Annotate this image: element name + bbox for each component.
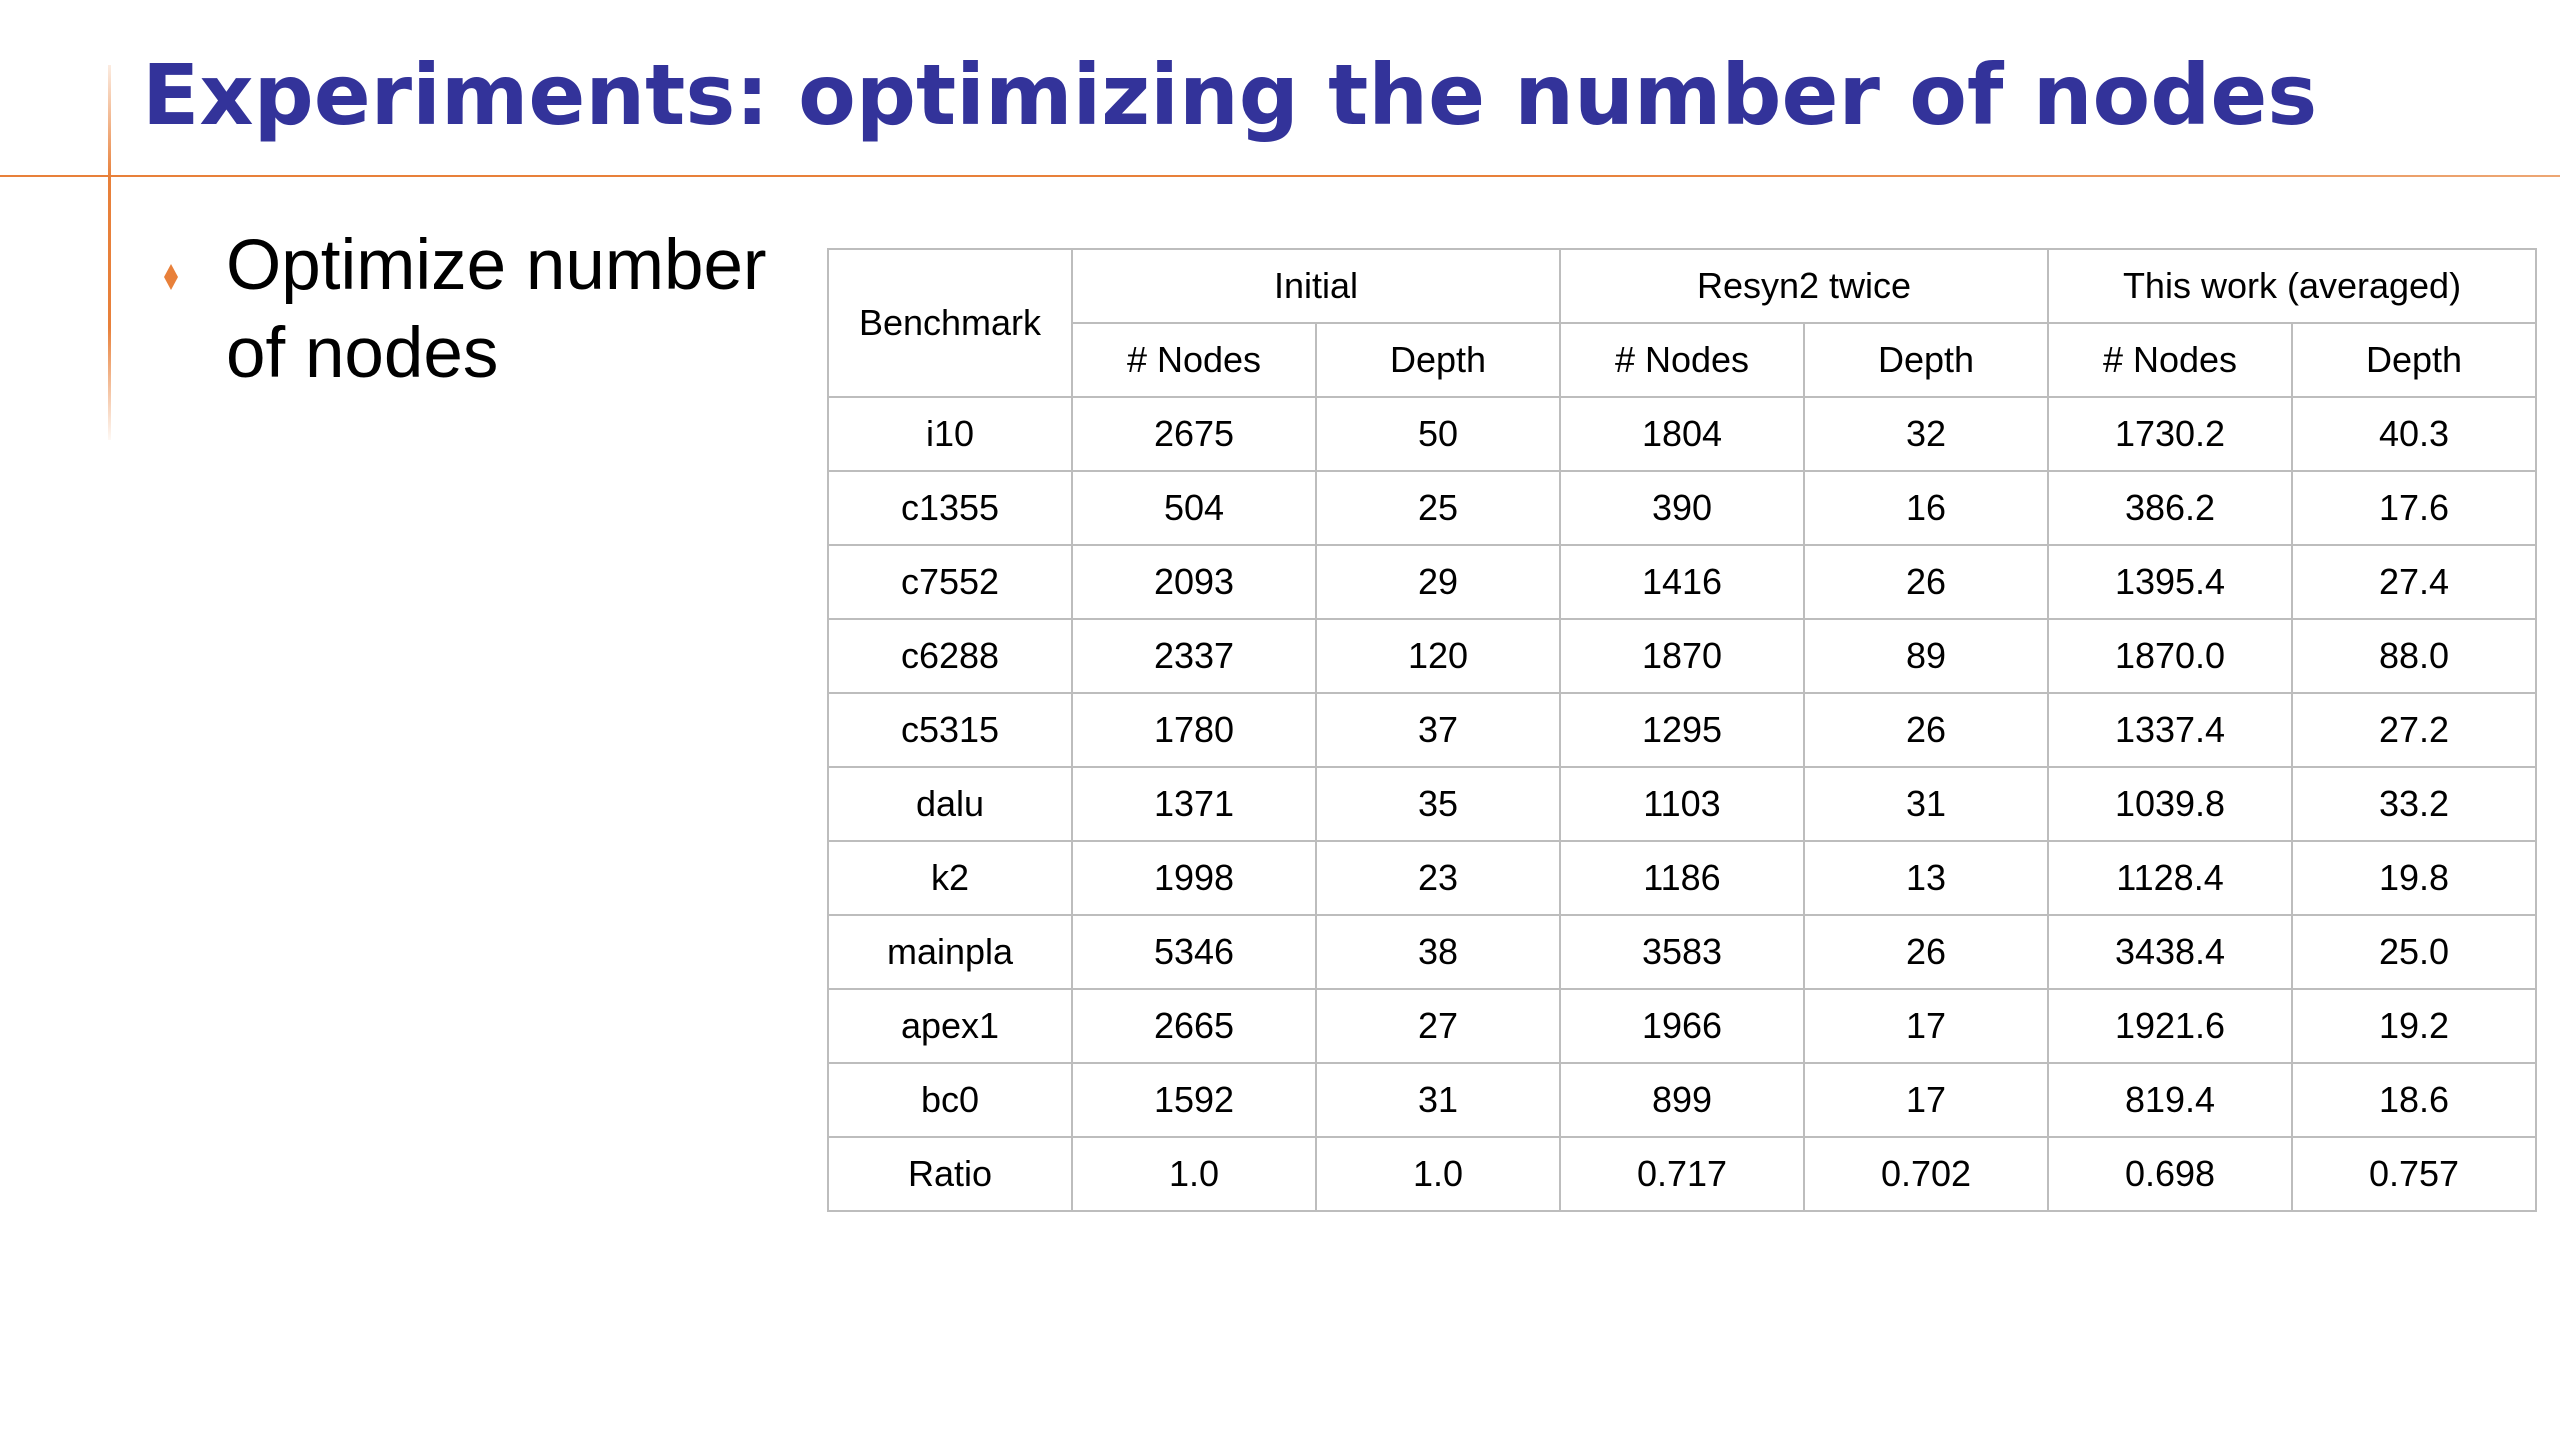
table-cell: 26	[1804, 545, 2048, 619]
table-cell: 5346	[1072, 915, 1316, 989]
table-cell: 0.757	[2292, 1137, 2536, 1211]
subheader-cell: Depth	[1804, 323, 2048, 397]
benchmark-header: Benchmark	[828, 249, 1072, 397]
table-cell: 2093	[1072, 545, 1316, 619]
group-header-resyn2: Resyn2 twice	[1560, 249, 2048, 323]
bullet-text: Optimize number of nodes	[226, 226, 767, 393]
accent-vertical-line	[108, 65, 111, 440]
table-cell: 504	[1072, 471, 1316, 545]
table-cell: 89	[1804, 619, 2048, 693]
table-cell: 1921.6	[2048, 989, 2292, 1063]
table-cell: 1337.4	[2048, 693, 2292, 767]
table-cell: 27.2	[2292, 693, 2536, 767]
table-row	[828, 471, 2536, 545]
subheader-cell: # Nodes	[1072, 323, 1316, 397]
table-subheader-row	[828, 323, 2536, 397]
table-cell: 31	[1316, 1063, 1560, 1137]
table-cell: 40.3	[2292, 397, 2536, 471]
table-cell: 27	[1316, 989, 1560, 1063]
table-cell: 17	[1804, 1063, 2048, 1137]
table-cell: 27.4	[2292, 545, 2536, 619]
table-cell: 18.6	[2292, 1063, 2536, 1137]
table-cell: 0.698	[2048, 1137, 2292, 1211]
benchmark-name-cell: apex1	[828, 989, 1072, 1063]
group-header-initial: Initial	[1072, 249, 1560, 323]
diamond-bullet-icon	[164, 264, 178, 290]
table-cell: 1870	[1560, 619, 1804, 693]
table-row	[828, 619, 2536, 693]
table-row	[828, 1137, 2536, 1211]
table-cell: 1870.0	[2048, 619, 2292, 693]
slide-title: Experiments: optimizing the number of nodes	[142, 46, 2318, 144]
table-cell: 26	[1804, 693, 2048, 767]
subheader-cell: # Nodes	[2048, 323, 2292, 397]
benchmark-name-cell: i10	[828, 397, 1072, 471]
table-cell: 38	[1316, 915, 1560, 989]
table-row	[828, 397, 2536, 471]
table-row	[828, 693, 2536, 767]
table-cell: 1039.8	[2048, 767, 2292, 841]
table-row	[828, 915, 2536, 989]
table-cell: 13	[1804, 841, 2048, 915]
table-row	[828, 841, 2536, 915]
table-cell: 1416	[1560, 545, 1804, 619]
group-header-this-work: This work (averaged)	[2048, 249, 2536, 323]
table-cell: 1966	[1560, 989, 1804, 1063]
benchmark-name-cell: k2	[828, 841, 1072, 915]
table-cell: 88.0	[2292, 619, 2536, 693]
table-cell: 1395.4	[2048, 545, 2292, 619]
table-cell: 0.717	[1560, 1137, 1804, 1211]
table-row	[828, 545, 2536, 619]
table-cell: 25.0	[2292, 915, 2536, 989]
table-cell: 1128.4	[2048, 841, 2292, 915]
table-cell: 16	[1804, 471, 2048, 545]
benchmark-name-cell: c7552	[828, 545, 1072, 619]
benchmark-name-cell: c5315	[828, 693, 1072, 767]
table-cell: 31	[1804, 767, 2048, 841]
table-cell: 23	[1316, 841, 1560, 915]
table-cell: 2665	[1072, 989, 1316, 1063]
benchmark-name-cell: dalu	[828, 767, 1072, 841]
table-cell: 1998	[1072, 841, 1316, 915]
table-cell: 120	[1316, 619, 1560, 693]
table-cell: 50	[1316, 397, 1560, 471]
table-cell: 1804	[1560, 397, 1804, 471]
benchmark-name-cell: Ratio	[828, 1137, 1072, 1211]
table-cell: 1186	[1560, 841, 1804, 915]
table-cell: 29	[1316, 545, 1560, 619]
table-cell: 1592	[1072, 1063, 1316, 1137]
table-row	[828, 989, 2536, 1063]
table-cell: 19.2	[2292, 989, 2536, 1063]
benchmark-name-cell: c1355	[828, 471, 1072, 545]
table-cell: 1371	[1072, 767, 1316, 841]
table-cell: 33.2	[2292, 767, 2536, 841]
benchmark-name-cell: c6288	[828, 619, 1072, 693]
subheader-cell: # Nodes	[1560, 323, 1804, 397]
benchmark-name-cell: mainpla	[828, 915, 1072, 989]
table-cell: 1103	[1560, 767, 1804, 841]
table-header-row	[828, 249, 2536, 323]
table-cell: 19.8	[2292, 841, 2536, 915]
table-cell: 37	[1316, 693, 1560, 767]
table-cell: 1295	[1560, 693, 1804, 767]
table-cell: 2337	[1072, 619, 1316, 693]
table-cell: 3583	[1560, 915, 1804, 989]
table-cell: 1780	[1072, 693, 1316, 767]
table-cell: 390	[1560, 471, 1804, 545]
table-cell: 1.0	[1316, 1137, 1560, 1211]
table-row	[828, 1063, 2536, 1137]
table-cell: 32	[1804, 397, 2048, 471]
table-cell: 35	[1316, 767, 1560, 841]
subheader-cell: Depth	[2292, 323, 2536, 397]
table-cell: 1730.2	[2048, 397, 2292, 471]
table-cell: 899	[1560, 1063, 1804, 1137]
table-cell: 17.6	[2292, 471, 2536, 545]
table-cell: 2675	[1072, 397, 1316, 471]
table-cell: 386.2	[2048, 471, 2292, 545]
table-cell: 819.4	[2048, 1063, 2292, 1137]
table-cell: 0.702	[1804, 1137, 2048, 1211]
table-cell: 25	[1316, 471, 1560, 545]
title-underline	[0, 175, 2560, 177]
subheader-cell: Depth	[1316, 323, 1560, 397]
benchmark-name-cell: bc0	[828, 1063, 1072, 1137]
table-row	[828, 767, 2536, 841]
table-cell: 1.0	[1072, 1137, 1316, 1211]
table-cell: 26	[1804, 915, 2048, 989]
table-cell: 17	[1804, 989, 2048, 1063]
table-cell: 3438.4	[2048, 915, 2292, 989]
results-table	[827, 248, 2537, 1212]
table-body	[828, 397, 2536, 1211]
